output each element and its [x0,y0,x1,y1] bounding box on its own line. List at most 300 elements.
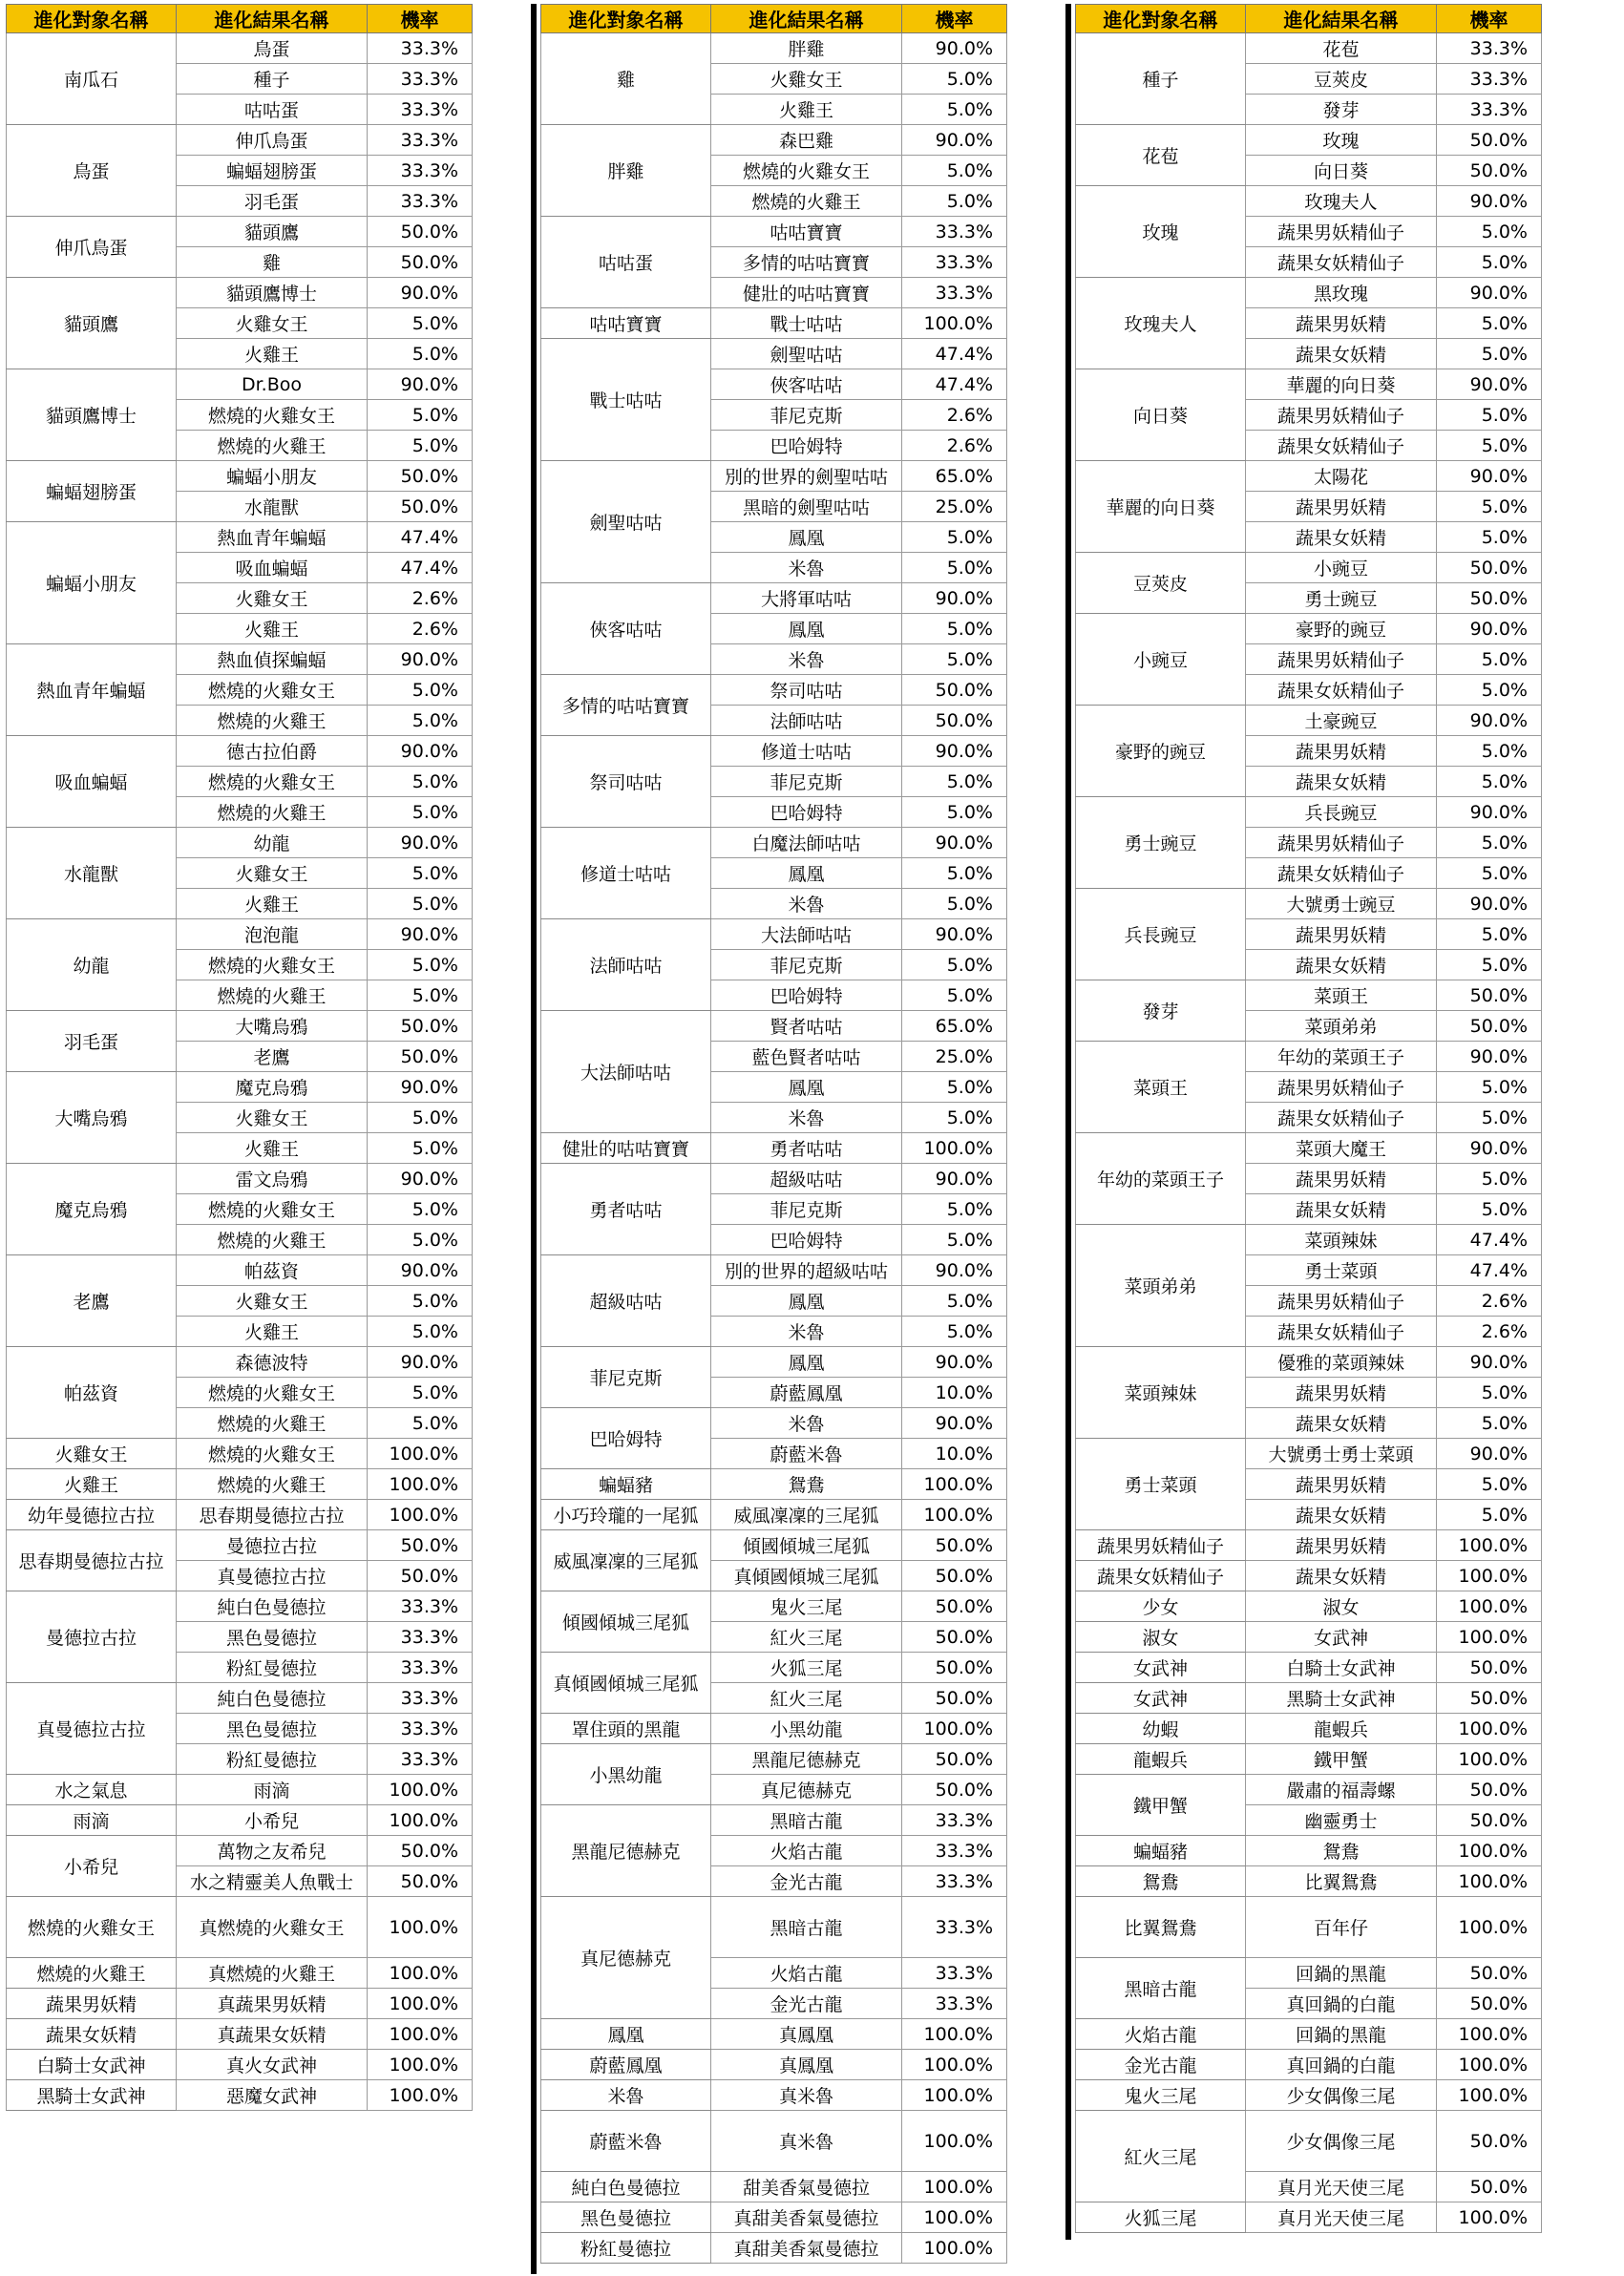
result-cell: 龍蝦兵 [1246,1714,1437,1744]
result-cell: 太陽花 [1246,461,1437,492]
table-row [541,2172,1007,2202]
rate-cell: 90.0% [902,1255,1007,1286]
result-cell: 燃燒的火雞王 [711,186,902,217]
rate-cell: 2.6% [368,583,473,614]
result-cell: 米魯 [711,889,902,919]
source-cell: 多情的咕咕寶寶 [541,675,711,736]
table-row [541,1133,1007,1164]
rate-cell: 100.0% [902,1469,1007,1500]
source-cell: 大法師咕咕 [541,1011,711,1133]
table-row [541,583,1007,614]
result-cell: 老鷹 [177,1042,368,1072]
source-cell: 鬼火三尾 [1076,2080,1246,2111]
result-cell: 回鍋的黑龍 [1246,2019,1437,2050]
source-cell: 玫瑰夫人 [1076,278,1246,369]
result-cell: 真尼德赫克 [711,1775,902,1805]
result-cell: 火雞女王 [177,858,368,889]
result-cell: 蔬果男妖精仙子 [1246,828,1437,858]
rate-cell: 5.0% [1437,828,1542,858]
rate-cell: 50.0% [902,1591,1007,1622]
result-cell: 燃燒的火雞女王 [711,156,902,186]
result-cell: 帕茲資 [177,1255,368,1286]
rate-cell: 50.0% [368,247,473,278]
table-row [1076,889,1542,919]
table-row [1076,2202,1542,2233]
rate-cell: 47.4% [902,369,1007,400]
source-cell: 蝙蝠豬 [1076,1836,1246,1866]
source-cell: 少女 [1076,1591,1246,1622]
rate-cell: 5.0% [1437,522,1542,553]
table-row [541,2050,1007,2080]
evolution-table [1075,4,1542,2233]
source-cell: 菜頭王 [1076,1042,1246,1133]
rate-cell: 5.0% [1437,950,1542,980]
source-cell: 水龍獸 [7,828,177,919]
result-cell: 火雞王 [711,95,902,125]
rate-cell: 100.0% [902,1133,1007,1164]
rate-cell: 100.0% [1437,2050,1542,2080]
result-cell: 大法師咕咕 [711,919,902,950]
result-cell: 蔬果女妖精仙子 [1246,1317,1437,1347]
rate-cell: 33.3% [902,1805,1007,1836]
source-column-header: 進化對象名稱 [7,5,177,33]
rate-cell: 90.0% [902,33,1007,64]
result-cell: 菜頭辣妹 [1246,1225,1437,1255]
table-row [7,2050,473,2080]
rate-cell: 90.0% [1437,278,1542,308]
result-cell: 蝙蝠小朋友 [177,461,368,492]
rate-cell: 90.0% [1437,889,1542,919]
result-cell: 真燃燒的火雞女王 [177,1897,368,1958]
table-row [1076,797,1542,828]
source-cell: 白騎士女武神 [7,2050,177,2080]
result-cell: 蔬果男妖精仙子 [1246,1072,1437,1103]
rate-cell: 5.0% [368,1408,473,1439]
result-cell: 鳳凰 [711,614,902,644]
result-cell: 菜頭王 [1246,980,1437,1011]
table-row [541,1591,1007,1622]
table-row [7,828,473,858]
table-row [7,217,473,247]
source-cell: 蔬果女妖精 [7,2019,177,2050]
result-cell: 火狐三尾 [711,1653,902,1683]
source-cell: 帕茲資 [7,1347,177,1439]
table-row [1076,1133,1542,1164]
rate-cell: 100.0% [1437,2080,1542,2111]
rate-cell: 33.3% [902,1958,1007,1989]
result-cell: 蝙蝠翅膀蛋 [177,156,368,186]
source-cell: 黑色曼德拉 [541,2202,711,2233]
rate-cell: 90.0% [902,1347,1007,1378]
rate-cell: 5.0% [902,797,1007,828]
source-cell: 貓頭鷹 [7,278,177,369]
table-row [541,1805,1007,1836]
result-cell: 火雞王 [177,614,368,644]
result-cell: 豪野的豌豆 [1246,614,1437,644]
result-cell: 火雞王 [177,1133,368,1164]
result-cell: 真甜美香氣曼德拉 [711,2202,902,2233]
table-row [7,461,473,492]
table-row [1076,1591,1542,1622]
rate-cell: 5.0% [368,980,473,1011]
rate-cell: 90.0% [368,369,473,400]
table-row [1076,1622,1542,1653]
table-row [1076,461,1542,492]
source-cell: 幼蝦 [1076,1714,1246,1744]
rate-cell: 100.0% [902,1714,1007,1744]
result-cell: 鳥蛋 [177,33,368,64]
result-cell: 燃燒的火雞王 [177,1225,368,1255]
result-cell: 燃燒的火雞女王 [177,400,368,431]
rate-cell: 33.3% [902,278,1007,308]
result-cell: 鳳凰 [711,1347,902,1378]
result-cell: 戰士咕咕 [711,308,902,339]
rate-cell: 100.0% [902,308,1007,339]
rate-cell: 25.0% [902,1042,1007,1072]
result-cell: 金光古龍 [711,1866,902,1897]
table-row [7,1958,473,1989]
table-row [541,1500,1007,1530]
result-cell: 超級咕咕 [711,1164,902,1194]
result-cell: 真蔬果男妖精 [177,1989,368,2019]
result-cell: 真曼德拉古拉 [177,1561,368,1591]
result-cell: 真燃燒的火雞王 [177,1958,368,1989]
rate-cell: 33.3% [368,95,473,125]
result-cell: 向日葵 [1246,156,1437,186]
rate-cell: 5.0% [368,1286,473,1317]
result-cell: 巴哈姆特 [711,431,902,461]
rate-cell: 50.0% [368,492,473,522]
result-cell: 蔚藍鳳凰 [711,1378,902,1408]
source-cell: 蔬果女妖精仙子 [1076,1561,1246,1591]
source-cell: 年幼的菜頭王子 [1076,1133,1246,1225]
source-cell: 罩住頭的黑龍 [541,1714,711,1744]
table-row [541,1469,1007,1500]
source-cell: 胖雞 [541,125,711,217]
result-cell: 蔬果男妖精 [1246,492,1437,522]
source-cell: 蔚藍米魯 [541,2111,711,2172]
rate-cell: 100.0% [1437,1530,1542,1561]
rate-cell: 90.0% [368,828,473,858]
table-row [7,1072,473,1103]
result-cell: 蔚藍米魯 [711,1439,902,1469]
rate-cell: 2.6% [368,614,473,644]
source-cell: 兵長豌豆 [1076,889,1246,980]
result-cell: 蔬果女妖精 [1246,767,1437,797]
source-cell: 法師咕咕 [541,919,711,1011]
result-cell: 真回鍋的白龍 [1246,1989,1437,2019]
result-cell: 蔬果男妖精仙子 [1246,644,1437,675]
rate-cell: 5.0% [1437,1408,1542,1439]
source-cell: 純白色曼德拉 [541,2172,711,2202]
source-cell: 真曼德拉古拉 [7,1683,177,1775]
source-cell: 小希兒 [7,1836,177,1897]
source-cell: 勇者咕咕 [541,1164,711,1255]
result-cell: 黑色曼德拉 [177,1622,368,1653]
result-cell: 火雞王 [177,1317,368,1347]
result-cell: 火雞王 [177,339,368,369]
source-cell: 勇士豌豆 [1076,797,1246,889]
table-row [1076,980,1542,1011]
rate-cell: 5.0% [1437,217,1542,247]
source-cell: 黑暗古龍 [1076,1958,1246,2019]
table-row [541,828,1007,858]
table-row [541,2233,1007,2264]
rate-cell: 5.0% [1437,919,1542,950]
rate-cell: 90.0% [368,919,473,950]
rate-cell: 5.0% [902,1072,1007,1103]
result-cell: 蔬果男妖精仙子 [1246,400,1437,431]
result-cell: 幼龍 [177,828,368,858]
rate-cell: 100.0% [902,2019,1007,2050]
source-cell: 修道士咕咕 [541,828,711,919]
rate-cell: 90.0% [902,1408,1007,1439]
result-cell: 鬼火三尾 [711,1591,902,1622]
rate-cell: 5.0% [1437,1500,1542,1530]
rate-cell: 47.4% [1437,1225,1542,1255]
rate-cell: 100.0% [1437,2202,1542,2233]
table-row [1076,1347,1542,1378]
table-row [1076,1439,1542,1469]
rate-cell: 47.4% [902,339,1007,369]
result-cell: 蔬果女妖精 [1246,1561,1437,1591]
rate-cell: 90.0% [1437,1439,1542,1469]
table-row [1076,1714,1542,1744]
result-cell: 少女偶像三尾 [1246,2111,1437,2172]
rate-cell: 90.0% [1437,614,1542,644]
rate-cell: 33.3% [902,217,1007,247]
result-cell: 吸血蝙蝠 [177,553,368,583]
result-cell: 真米魯 [711,2111,902,2172]
rate-cell: 90.0% [902,583,1007,614]
rate-cell: 90.0% [368,1164,473,1194]
rate-cell: 5.0% [902,950,1007,980]
source-cell: 熱血青年蝙蝠 [7,644,177,736]
rate-cell: 5.0% [902,644,1007,675]
rate-cell: 33.3% [1437,95,1542,125]
table-row [1076,1866,1542,1897]
rate-cell: 100.0% [902,1500,1007,1530]
source-cell: 比翼鴛鴦 [1076,1897,1246,1958]
source-cell: 紅火三尾 [1076,2111,1246,2202]
result-cell: 燃燒的火雞女王 [177,950,368,980]
result-cell: 土豪豌豆 [1246,706,1437,736]
rate-cell: 5.0% [368,1378,473,1408]
rate-cell: 33.3% [368,64,473,95]
source-cell: 花苞 [1076,125,1246,186]
source-cell: 劍聖咕咕 [541,461,711,583]
source-cell: 祭司咕咕 [541,736,711,828]
result-cell: 黑暗古龍 [711,1805,902,1836]
result-cell: 熱血偵探蝙蝠 [177,644,368,675]
result-cell: 勇士豌豆 [1246,583,1437,614]
rate-cell: 33.3% [902,1836,1007,1866]
rate-cell: 50.0% [1437,1958,1542,1989]
result-cell: 蔬果男妖精 [1246,1378,1437,1408]
source-cell: 米魯 [541,2080,711,2111]
rate-cell: 5.0% [368,400,473,431]
rate-cell: 33.3% [902,1989,1007,2019]
result-cell: 蔬果男妖精 [1246,919,1437,950]
result-cell: 米魯 [711,1408,902,1439]
source-cell: 大嘴烏鴉 [7,1072,177,1164]
result-cell: 火雞王 [177,889,368,919]
rate-cell: 100.0% [902,2172,1007,2202]
result-cell: 真甜美香氣曼德拉 [711,2233,902,2264]
source-cell: 真傾國傾城三尾狐 [541,1653,711,1714]
rate-cell: 5.0% [902,64,1007,95]
result-cell: 燃燒的火雞王 [177,706,368,736]
rate-cell: 5.0% [902,1317,1007,1347]
source-cell: 火焰古龍 [1076,2019,1246,2050]
table-row [1076,1775,1542,1805]
source-cell: 火雞王 [7,1469,177,1500]
result-cell: 菜頭大魔王 [1246,1133,1437,1164]
source-cell: 幼年曼德拉古拉 [7,1500,177,1530]
rate-cell: 50.0% [368,217,473,247]
result-cell: 菲尼克斯 [711,950,902,980]
rate-cell: 90.0% [902,1164,1007,1194]
rate-cell: 90.0% [1437,1042,1542,1072]
result-cell: 豆莢皮 [1246,64,1437,95]
rate-cell: 50.0% [902,1530,1007,1561]
rate-cell: 50.0% [902,1775,1007,1805]
rate-cell: 50.0% [368,1836,473,1866]
rate-cell: 5.0% [368,797,473,828]
table-row [7,369,473,400]
result-cell: 大將軍咕咕 [711,583,902,614]
result-cell: 勇者咕咕 [711,1133,902,1164]
source-cell: 女武神 [1076,1683,1246,1714]
table-row [1076,1958,1542,1989]
result-cell: 黑暗的劍聖咕咕 [711,492,902,522]
rate-cell: 5.0% [1437,675,1542,706]
rate-cell: 5.0% [368,339,473,369]
result-cell: 菜頭弟弟 [1246,1011,1437,1042]
rate-cell: 5.0% [1437,400,1542,431]
rate-cell: 5.0% [368,889,473,919]
rate-cell: 90.0% [1437,797,1542,828]
result-cell: 鳳凰 [711,1072,902,1103]
rate-cell: 50.0% [1437,2172,1542,2202]
source-cell: 種子 [1076,33,1246,125]
rate-cell: 33.3% [1437,64,1542,95]
table-row [7,1469,473,1500]
table-row [7,2019,473,2050]
rate-cell: 90.0% [1437,706,1542,736]
source-cell: 黑騎士女武神 [7,2080,177,2111]
rate-cell: 5.0% [902,186,1007,217]
source-cell: 羽毛蛋 [7,1011,177,1072]
source-cell: 鴛鴦 [1076,1866,1246,1897]
result-cell: 惡魔女武神 [177,2080,368,2111]
evolution-table-right [1075,4,1542,2233]
source-cell: 鳥蛋 [7,125,177,217]
rate-cell: 100.0% [368,1897,473,1958]
rate-cell: 33.3% [368,1683,473,1714]
result-cell: 伸爪鳥蛋 [177,125,368,156]
table-row [7,1530,473,1561]
rate-cell: 33.3% [902,247,1007,278]
rate-cell: 5.0% [902,156,1007,186]
rate-cell: 50.0% [368,1530,473,1561]
rate-cell: 25.0% [902,492,1007,522]
result-cell: 雞 [177,247,368,278]
result-cell: 蔬果女妖精 [1246,522,1437,553]
rate-cell: 90.0% [368,1347,473,1378]
source-cell: 雨滴 [7,1805,177,1836]
source-cell: 雞 [541,33,711,125]
result-cell: 白騎士女武神 [1246,1653,1437,1683]
source-cell: 蝙蝠小朋友 [7,522,177,644]
source-cell: 戰士咕咕 [541,339,711,461]
rate-cell: 5.0% [902,767,1007,797]
result-cell: 藍色賢者咕咕 [711,1042,902,1072]
source-cell: 超級咕咕 [541,1255,711,1347]
rate-cell: 5.0% [368,858,473,889]
rate-cell: 90.0% [1437,369,1542,400]
evolution-table [6,4,473,2111]
result-cell: 俠客咕咕 [711,369,902,400]
result-cell: 燃燒的火雞王 [177,980,368,1011]
rate-cell: 5.0% [902,1194,1007,1225]
result-cell: 火焰古龍 [711,1836,902,1866]
rate-cell: 100.0% [902,2050,1007,2080]
rate-cell: 65.0% [902,1011,1007,1042]
table-row [541,1530,1007,1561]
rate-cell: 50.0% [1437,583,1542,614]
result-cell: 真鳳凰 [711,2019,902,2050]
rate-cell: 100.0% [1437,1591,1542,1622]
result-cell: 蔬果男妖精 [1246,736,1437,767]
table-header-row [1076,5,1542,33]
result-cell: 咕咕寶寶 [711,217,902,247]
rate-cell: 5.0% [1437,339,1542,369]
result-cell: 米魯 [711,1317,902,1347]
evolution-table-left [6,4,473,2111]
result-cell: 德古拉伯爵 [177,736,368,767]
column-divider [531,4,537,2274]
table-row [1076,369,1542,400]
table-row [541,2202,1007,2233]
result-cell: 菲尼克斯 [711,1194,902,1225]
source-cell: 蝙蝠翅膀蛋 [7,461,177,522]
rate-cell: 5.0% [902,1286,1007,1317]
result-cell: 蔬果男妖精 [1246,308,1437,339]
rate-cell: 90.0% [902,828,1007,858]
rate-cell: 100.0% [368,1989,473,2019]
rate-cell: 5.0% [368,1225,473,1255]
rate-cell: 50.0% [1437,980,1542,1011]
result-cell: 小希兒 [177,1805,368,1836]
result-cell: 發芽 [1246,95,1437,125]
result-cell: 鐵甲蟹 [1246,1744,1437,1775]
result-cell: 健壯的咕咕寶寶 [711,278,902,308]
rate-cell: 33.3% [368,125,473,156]
result-cell: 別的世界的劍聖咕咕 [711,461,902,492]
rate-cell: 5.0% [902,980,1007,1011]
result-cell: 純白色曼德拉 [177,1591,368,1622]
table-row [1076,1744,1542,1775]
rate-cell: 100.0% [902,2080,1007,2111]
rate-cell: 5.0% [902,614,1007,644]
result-cell: 紅火三尾 [711,1622,902,1653]
table-row [7,1683,473,1714]
result-cell: 燃燒的火雞女王 [177,767,368,797]
table-header-row [541,5,1007,33]
rate-cell: 90.0% [1437,461,1542,492]
table-row [541,125,1007,156]
